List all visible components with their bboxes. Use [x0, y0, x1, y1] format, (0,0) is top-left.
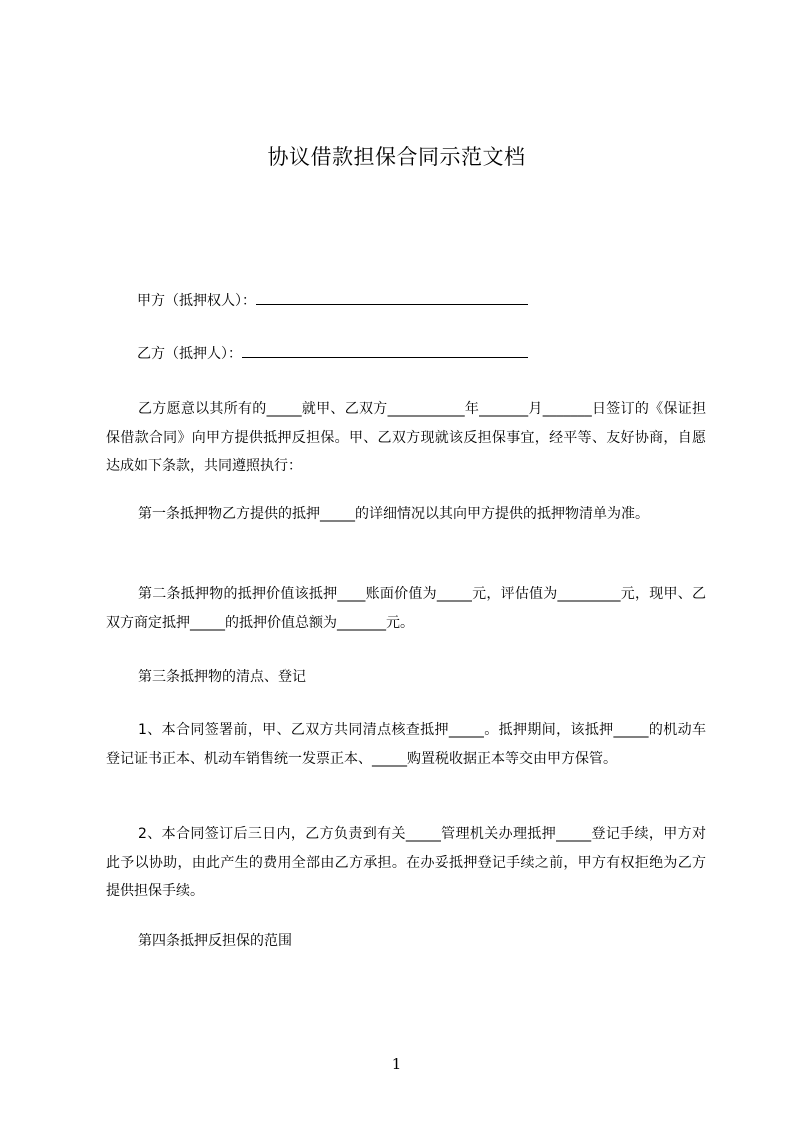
article-3-clause-1: 1、本合同签署前，甲、乙双方共同清点核查抵押_____。抵押期间，该抵押_____的机动车登记证书正本、机动车销售统一发票正本、_____购置税收据正本等交由甲方保管。 [106, 722, 706, 767]
party-b-line [137, 343, 528, 364]
document-title: 协议借款担保合同示范文档 [267, 145, 526, 169]
article-4-heading: 第四条抵押反担保的范围 [138, 933, 292, 949]
party-b-label: 乙方（抵押人）： [137, 346, 242, 362]
page-number: 1 [391, 1055, 402, 1073]
article-3-heading: 第三条抵押物的清点、登记 [138, 669, 306, 685]
party-a-blank [256, 290, 528, 305]
party-a-label: 甲方（抵押权人）： [137, 293, 256, 309]
article-1-paragraph: 第一条抵押物乙方提供的抵押_____的详细情况以其向甲方提供的抵押物清单为准。 [138, 506, 649, 522]
party-a-line [137, 290, 528, 311]
party-b-blank [242, 343, 528, 358]
article-2-paragraph: 第二条抵押物的抵押价值该抵押____账面价值为_____元，评估值为_________元，现甲、乙双方商定抵押_____的抵押价值总额为_______元。 [106, 586, 706, 631]
intro-paragraph: 乙方愿意以其所有的_____就甲、乙双方___________年_______月_______日签订的《保证担保借款合同》向甲方提供抵押反担保。甲、乙双方现就该反担保事宜，经平等、友好协商，自愿达成如下条款，共同遵照执行： [106, 401, 706, 474]
article-3-clause-2: 2、本合同签订后三日内，乙方负责到有关_____管理机关办理抵押_____登记手续，甲方对此予以协助，由此产生的费用全部由乙方承担。在办妥抵押登记手续之前，甲方有权拒绝为乙方提供担保手续。 [106, 826, 706, 899]
